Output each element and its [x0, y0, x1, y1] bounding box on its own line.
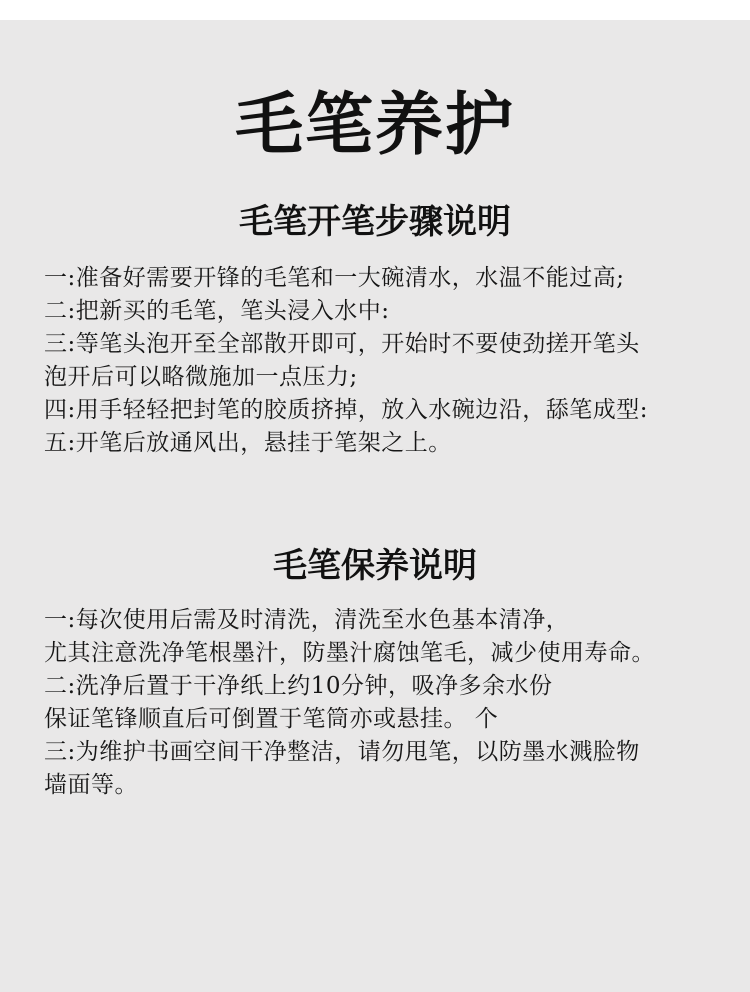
page-title: 毛笔养护	[234, 86, 515, 165]
care-line: 二:洗净后置于干净纸上约10分钟，吸净多余水份	[44, 673, 553, 699]
care-line: 尤其注意洗净笔根墨汁，防墨汁腐蚀笔毛，减少使用寿命。	[44, 640, 655, 666]
care-list	[44, 604, 744, 802]
opening-step-line: 四:用手轻轻把封笔的胶质挤掉，放入水碗边沿，舔笔成型:	[44, 397, 648, 423]
opening-steps-heading: 毛笔开笔步骤说明	[239, 202, 511, 242]
care-line: 一:每次使用后需及时清洗，清洗至水色基本清净，	[44, 607, 570, 633]
opening-step-line: 三:等笔头泡开至全部散开即可，开始时不要使劲搓开笔头	[44, 331, 640, 357]
opening-step-line: 一:准备好需要开锋的毛笔和一大碗清水，水温不能过高;	[44, 265, 625, 291]
care-heading: 毛笔保养说明	[273, 546, 477, 586]
opening-steps-list	[44, 262, 744, 460]
care-line: 墙面等。	[44, 772, 138, 798]
care-line: 保证笔锋顺直后可倒置于笔筒亦或悬挂。 个	[44, 706, 499, 732]
opening-step-line: 二:把新买的毛笔，笔头浸入水中:	[44, 298, 390, 324]
care-line: 三:为维护书画空间干净整洁，请勿甩笔，以防墨水溅脸物	[44, 739, 640, 765]
opening-step-line: 五:开笔后放通风出，悬挂于笔架之上。	[44, 430, 452, 456]
opening-step-line: 泡开后可以略微施加一点压力;	[44, 364, 358, 390]
page-panel	[0, 20, 750, 992]
